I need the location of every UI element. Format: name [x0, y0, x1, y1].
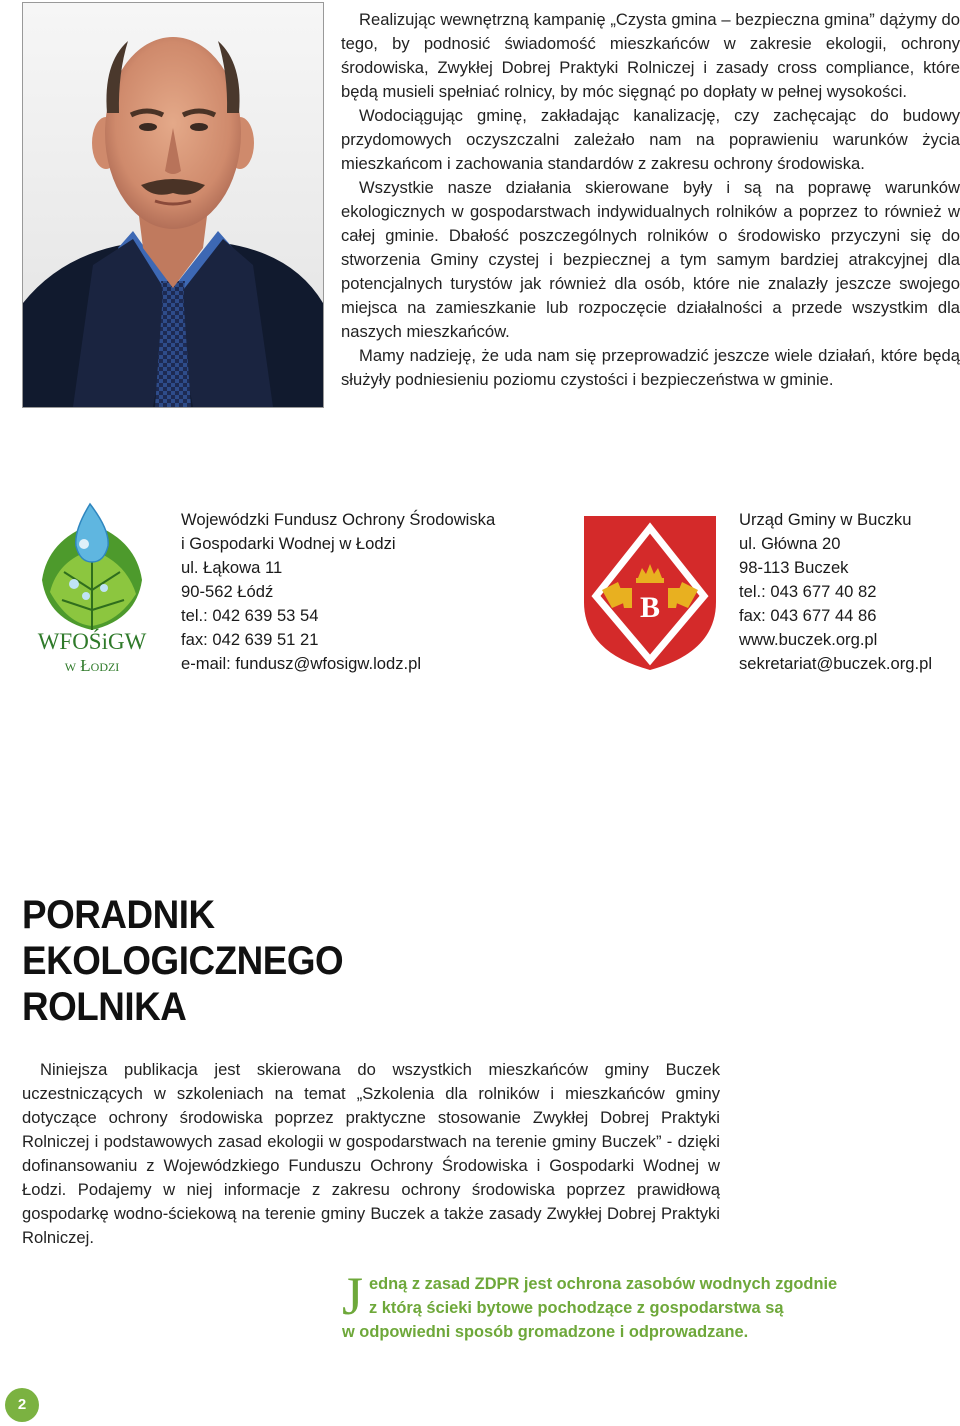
portrait-illustration — [23, 3, 323, 407]
wfosigw-logo-line1: WFOŚiGW — [37, 629, 147, 654]
address-line: fax: 042 639 51 21 — [181, 630, 319, 649]
address-line: tel.: 042 639 53 54 — [181, 606, 319, 625]
address-line: i Gospodarki Wodnej w Łodzi — [181, 534, 396, 553]
intro-paragraph: Wodociągując gminę, zakładając kanalizację, czy zachęcając do budowy przydomowych oczyszczalni zależało nam na poprawieniu warunków życia mieszkańcom i zachowania standardów z zakresu ochrony środowiska. — [341, 106, 960, 173]
gmina-address — [739, 508, 932, 676]
intro-paragraph: Realizując wewnętrzną kampanię „Czysta gmina – bezpieczna gmina” dążymy do tego, by podnosić świadomość mieszkańców w zakresie ekologii, ochrony środowiska, Zwykłej Dobrej Praktyki Rolniczej i zasady cross compliance, które będą musieli spełniać rolnicy, by móc sięgnąć po dopłaty w pełnej wysokości. — [341, 10, 960, 101]
title-line: PORADNIK — [22, 893, 215, 937]
buczek-crest — [580, 512, 720, 672]
address-line: fax: 043 677 44 86 — [739, 606, 877, 625]
intro-paragraph: Wszystkie nasze działania skierowane były i są na poprawę warunków ekologicznych w gospodarstwach indywidualnych rolników a poprzez to również w całej gminie. Dbałość poszczególnych rolników o środowisko przyczyni się do stworzenia Gminy czystej i bezpiecznej a tym samym bardziej atrakcyjnej dla potencjalnych turystów jak również dla osób, które nie znalazły jeszcze swojego miejsca na zamieszkanie lub rozpoczęcie działalności a przede wszystkim dla naszych mieszkańców. — [341, 178, 960, 341]
address-line: Wojewódzki Fundusz Ochrony Środowiska — [181, 510, 496, 529]
wfosigw-logo — [28, 500, 156, 678]
page-number-badge: 2 — [5, 1388, 39, 1422]
wfosigw-address — [181, 508, 495, 676]
highlight-quote — [342, 1266, 942, 1344]
address-line: Urząd Gminy w Buczku — [739, 510, 912, 529]
title-line: EKOLOGICZNEGO — [22, 939, 344, 983]
quote-line: edną z zasad ZDPR jest ochrona zasobów wodnych zgodnie — [369, 1275, 838, 1293]
quote-line: z którą ścieki bytowe pochodzące z gospodarstwa są — [369, 1299, 784, 1317]
address-line: tel.: 043 677 40 82 — [739, 582, 877, 601]
publication-title — [22, 892, 343, 1030]
portrait-photo — [22, 2, 324, 408]
crest-letter: B — [639, 591, 661, 624]
quote-line: w odpowiedni sposób gromadzone i odprowadzane. — [342, 1323, 749, 1341]
crest-emblem — [580, 512, 720, 672]
gmina-website-link[interactable]: www.buczek.org.pl — [739, 630, 878, 649]
address-line: ul. Łąkowa 11 — [181, 558, 283, 577]
gmina-email[interactable]: sekretariat@buczek.org.pl — [739, 654, 933, 673]
intro-text — [341, 8, 960, 392]
address-line: 98-113 Buczek — [739, 558, 849, 577]
wfosigw-email[interactable]: e-mail: fundusz@wfosigw.lodz.pl — [181, 654, 422, 673]
wfosigw-emblem — [28, 500, 156, 678]
intro-paragraph: Mamy nadzieję, że uda nam się przeprowadzić jeszcze wiele działań, które będą służyły podniesieniu poziomu czystości i bezpieczeństwa w gminie. — [341, 346, 960, 389]
publication-description: Niniejsza publikacja jest skierowana do wszystkich mieszkańców gminy Buczek uczestniczących w szkoleniach na temat „Szkolenia dla rolników i mieszkańców gminy dotyczące ochrony środowiska poprzez praktyczne stosowanie Zwykłej Dobrej Praktyki Rolniczej i podstawowych zasad ekologii w gospodarstwach na terenie gminy Buczek” - dzięki dofinansowaniu z Wojewódzkiego Funduszu Ochrony Środowiska i Gospodarki Wodnej w Łodzi. Podajemy w niej informacje z zakresu ochrony środowiska poprzez prawidłową gospodarkę wodno-ściekową na terenie gminy Buczek a także zasady Zwykłej Dobrej Praktyki Rolniczej. — [22, 1060, 720, 1247]
address-line: ul. Główna 20 — [739, 534, 841, 553]
title-line: ROLNIKA — [22, 985, 187, 1029]
address-line: 90-562 Łódź — [181, 582, 274, 601]
wfosigw-logo-line2: w Łodzi — [64, 656, 120, 675]
quote-drop-cap: J — [342, 1266, 364, 1326]
